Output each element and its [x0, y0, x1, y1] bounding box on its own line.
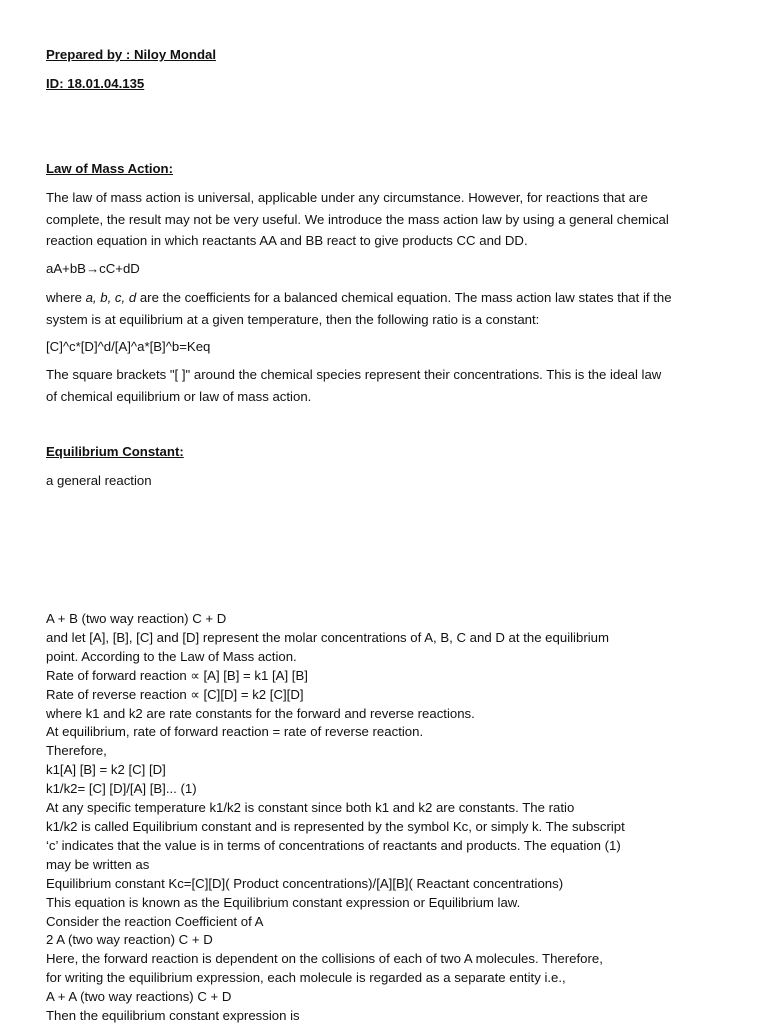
mass-action-paragraph-1	[46, 187, 736, 252]
derivation-line: k1/k2 is called Equilibrium constant and is represented by the symbol Kc, or simply k. The subscript	[46, 818, 625, 834]
derivation-line: k1/k2= [C] [D]/[A] [B]... (1)	[46, 781, 197, 797]
derivation-line: At equilibrium, rate of forward reaction = rate of reverse reaction.	[46, 724, 424, 740]
derivation-line: Equilibrium constant Kc=[C][D]( Product concentrations)/[A][B]( Reactant concentrations)	[46, 875, 564, 891]
derivation-line: A + A (two way reactions) C + D	[46, 989, 232, 1005]
derivation-line: 2 A (two way reaction) C + D	[46, 932, 213, 948]
equilibrium-derivation	[46, 610, 726, 1026]
general-reaction-intro: a general reaction	[46, 473, 152, 488]
text-line: system is at equilibrium at a given temperature, then the following ratio is a constant:	[46, 311, 540, 327]
derivation-line: Rate of reverse reaction ∝ [C][D] = k2 [C][D]	[46, 686, 304, 702]
equilibrium-constant-heading: Equilibrium Constant:	[46, 444, 184, 459]
text-line: complete, the result may not be very useful. We introduce the mass action law by using a general chemical	[46, 211, 669, 227]
derivation-line: Therefore,	[46, 743, 107, 759]
text-line: The law of mass action is universal, applicable under any circumstance. However, for reactions that are	[46, 190, 648, 205]
derivation-line: At any specific temperature k1/k2 is constant since both k1 and k2 are constants. The ratio	[46, 800, 575, 816]
derivation-line: ‘c’ indicates that the value is in terms of concentrations of reactants and products. The equation (1)	[46, 837, 621, 853]
derivation-line: k1[A] [B] = k2 [C] [D]	[46, 762, 166, 778]
mass-action-heading: Law of Mass Action:	[46, 161, 174, 176]
derivation-line: Rate of forward reaction ∝ [A] [B] = k1 [A] [B]	[46, 667, 308, 683]
derivation-line: Consider the reaction Coefficient of A	[46, 913, 264, 929]
derivation-line: and let [A], [B], [C] and [D] represent the molar concentrations of A, B, C and D at the equilibrium	[46, 629, 609, 645]
derivation-line: This equation is known as the Equilibrium constant expression or Equilibrium law.	[46, 894, 521, 910]
mass-action-paragraph-2	[46, 287, 736, 330]
reaction-equation: aA+bB→cC+dD	[46, 261, 140, 276]
text-fragment: are the coefficients for a balanced chemical equation. The mass action law states that if the	[136, 290, 672, 305]
coefficient-variables: a, b, c, d	[85, 290, 137, 305]
text-fragment: where	[46, 290, 86, 305]
text-line: reaction equation in which reactants AA and BB react to give products CC and DD.	[46, 233, 528, 248]
derivation-line: may be written as	[46, 856, 150, 872]
derivation-line: A + B (two way reaction) C + D	[46, 611, 227, 626]
derivation-line: where k1 and k2 are rate constants for the forward and reverse reactions.	[46, 705, 475, 721]
text-line: The square brackets "[ ]" around the chemical species represent their concentrations. This is the ideal law	[46, 367, 662, 382]
student-id: ID: 18.01.04.135	[46, 76, 145, 91]
mass-action-paragraph-3	[46, 364, 736, 407]
prepared-by: Prepared by : Niloy Mondal	[46, 47, 217, 62]
derivation-line: for writing the equilibrium expression, each molecule is regarded as a separate entity i.e.,	[46, 970, 566, 986]
equilibrium-ratio: [C]^c*[D]^d/[A]^a*[B]^b=Keq	[46, 339, 211, 354]
derivation-line: Here, the forward reaction is dependent on the collisions of each of two A molecules. Therefore,	[46, 951, 603, 967]
text-line: of chemical equilibrium or law of mass action.	[46, 388, 312, 404]
derivation-line: point. According to the Law of Mass action.	[46, 648, 297, 664]
derivation-line: Then the equilibrium constant expression is	[46, 1008, 300, 1024]
